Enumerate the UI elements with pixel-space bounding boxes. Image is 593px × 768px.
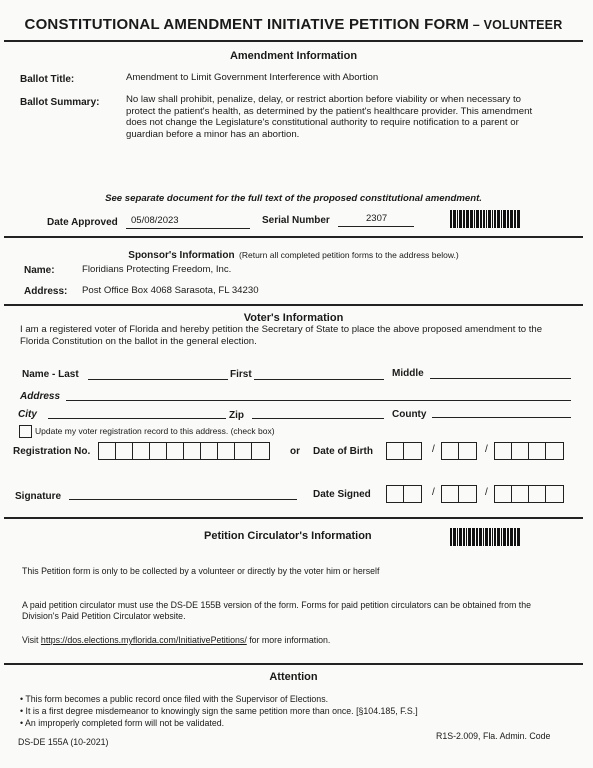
registration-input[interactable] <box>98 442 270 460</box>
sponsor-heading-note: (Return all completed petition forms to the address below.) <box>239 250 459 260</box>
form-id: DS-DE 155A (10-2021) <box>18 737 109 747</box>
city-label: City <box>18 409 37 420</box>
date-signed-label: Date Signed <box>313 489 371 500</box>
county-label: County <box>392 409 427 420</box>
zip-label: Zip <box>229 410 244 421</box>
date-signed-year-input[interactable] <box>494 485 564 503</box>
dob-year-input[interactable] <box>494 442 564 460</box>
amendment-heading: Amendment Information <box>229 50 358 62</box>
signature-input[interactable] <box>69 499 297 500</box>
or-label: or <box>290 446 300 457</box>
form-title-main: CONSTITUTIONAL AMENDMENT INITIATIVE PETITION FORM <box>24 16 470 33</box>
attention-item: • It is a first degree misdemeanor to knowingly sign the same petition more than once. [§104.185, F.S.] <box>20 706 418 716</box>
middle-name-label: Middle <box>392 368 424 379</box>
sponsor-address: Post Office Box 4068 Sarasota, FL 34230 <box>82 285 259 296</box>
dob-separator: / <box>432 444 435 455</box>
divider <box>4 663 583 665</box>
barcode-top <box>450 210 520 228</box>
attention-item: • An improperly completed form will not be validated. <box>20 718 225 728</box>
attention-heading: Attention <box>269 671 318 683</box>
name-last-input[interactable] <box>88 379 228 380</box>
dob-day-input[interactable] <box>441 442 477 460</box>
first-name-input[interactable] <box>254 379 384 380</box>
serial-number-label: Serial Number <box>262 215 330 226</box>
dob-month-input[interactable] <box>386 442 422 460</box>
update-address-checkbox[interactable] <box>19 425 32 438</box>
divider <box>4 304 583 306</box>
date-approved-value: 05/08/2023 <box>131 215 179 226</box>
sponsor-heading: Sponsor's Information <box>128 250 235 261</box>
volunteer-note: This Petition form is only to be collected by a volunteer or directly by the voter him or herself <box>22 566 380 576</box>
ballot-summary: No law shall prohibit, penalize, delay, or restrict abortion before viability or when necessary to protect the patient's health, as determined by the patient's healthcare provider. This amendment does not change the Legislature's constitutional authority to require notification to a parent or guardian before a minor has an abortion. <box>126 94 533 140</box>
date-signed-separator: / <box>432 487 435 498</box>
first-name-label: First <box>230 369 252 380</box>
serial-number-line <box>338 226 414 227</box>
sponsor-name-label: Name: <box>24 265 55 276</box>
divider <box>4 236 583 238</box>
sponsor-address-label: Address: <box>24 286 68 297</box>
voter-statement: I am a registered voter of Florida and hereby petition the Secretary of State to place the above proposed amendment to the Florida Constitution on the ballot in the general election. <box>20 324 543 347</box>
sponsor-heading-row <box>4 245 583 263</box>
signature-label: Signature <box>15 491 62 502</box>
paid-note: A paid petition circulator must use the DS-DE 155B version of the form. Forms for paid petition circulators can be obtained from the Division's Paid Petition Circulator website. <box>22 600 531 621</box>
middle-name-input[interactable] <box>430 378 571 379</box>
date-approved-line <box>126 228 250 229</box>
city-input[interactable] <box>48 418 226 419</box>
barcode-bottom <box>450 528 520 546</box>
sponsor-name: Floridians Protecting Freedom, Inc. <box>82 264 232 275</box>
full-text-note: See separate document for the full text of the proposed constitutional amendment. <box>105 193 482 204</box>
county-input[interactable] <box>432 417 571 418</box>
visit-line <box>22 635 330 645</box>
voter-heading: Voter's Information <box>243 312 344 324</box>
visit-suffix: for more information. <box>249 635 331 645</box>
registration-label: Registration No. <box>13 446 91 457</box>
address-input[interactable] <box>66 400 571 401</box>
ballot-title: Amendment to Limit Government Interference with Abortion <box>126 72 379 83</box>
dob-separator: / <box>485 444 488 455</box>
form-title: CONSTITUTIONAL AMENDMENT INITIATIVE PETITION FORM – VOLUNTEER <box>24 16 563 33</box>
attention-item: • This form becomes a public record once filed with the Supervisor of Elections. <box>20 694 329 704</box>
serial-number-value: 2307 <box>366 213 388 224</box>
zip-input[interactable] <box>252 418 384 419</box>
initiative-petitions-link[interactable]: https://dos.elections.myflorida.com/InitiativePetitions/ <box>40 635 247 645</box>
address-label: Address <box>20 391 61 402</box>
dob-label: Date of Birth <box>313 446 373 457</box>
visit-prefix: Visit <box>22 635 39 645</box>
petition-form <box>4 4 585 762</box>
divider <box>4 40 583 42</box>
date-signed-day-input[interactable] <box>441 485 477 503</box>
circulator-heading: Petition Circulator's Information <box>204 530 372 542</box>
ballot-title-label: Ballot Title: <box>20 74 75 85</box>
ballot-summary-label: Ballot Summary: <box>20 97 100 108</box>
divider <box>4 517 583 519</box>
form-title-suffix: VOLUNTEER <box>483 18 563 32</box>
date-signed-month-input[interactable] <box>386 485 422 503</box>
name-last-label: Name - Last <box>22 369 79 380</box>
admin-code: R1S-2.009, Fla. Admin. Code <box>436 731 551 741</box>
update-address-label: Update my voter registration record to this address. (check box) <box>35 426 275 436</box>
date-approved-label: Date Approved <box>47 217 118 228</box>
date-signed-separator: / <box>485 487 488 498</box>
